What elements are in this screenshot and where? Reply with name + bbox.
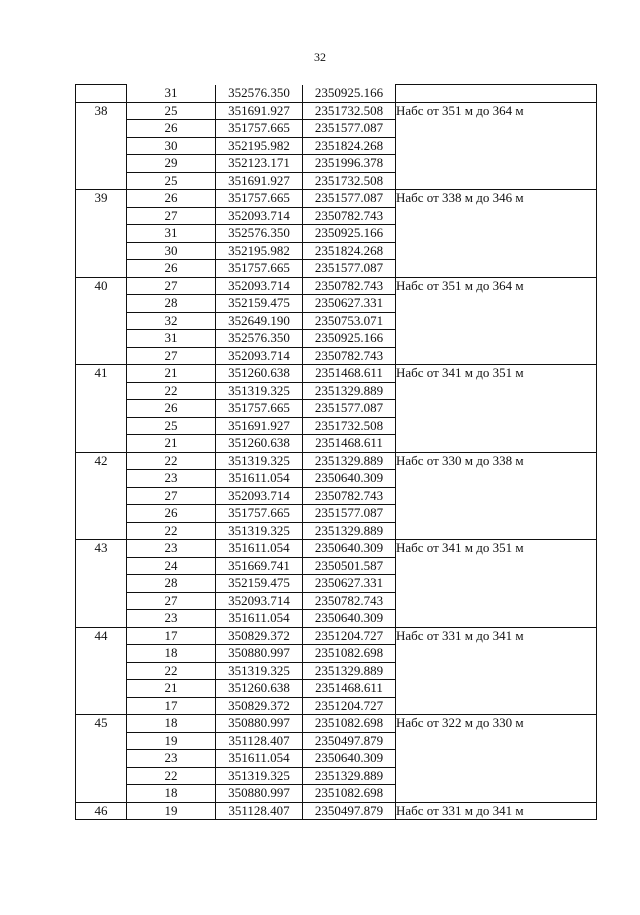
table-row	[76, 557, 597, 575]
group-number-cell	[76, 785, 127, 803]
table-row	[76, 470, 597, 488]
elevation-note-cell	[396, 347, 597, 365]
group-number-cell	[76, 662, 127, 680]
y-coordinate-cell: 2351468.611	[303, 680, 396, 698]
point-number-cell: 22	[127, 767, 216, 785]
y-coordinate-cell: 2350640.309	[303, 470, 396, 488]
table-row	[76, 645, 597, 663]
table-row	[76, 575, 597, 593]
x-coordinate-cell: 351611.054	[216, 610, 303, 628]
y-coordinate-cell: 2351732.508	[303, 417, 396, 435]
y-coordinate-cell: 2351082.698	[303, 785, 396, 803]
x-coordinate-cell: 351260.638	[216, 365, 303, 383]
elevation-note-cell	[396, 522, 597, 540]
group-number-cell	[76, 260, 127, 278]
point-number-cell: 27	[127, 207, 216, 225]
group-number-cell: 38	[76, 102, 127, 120]
elevation-note-cell: Набс от 341 м до 351 м	[396, 365, 597, 383]
group-number-cell: 44	[76, 627, 127, 645]
x-coordinate-cell: 351319.325	[216, 662, 303, 680]
page-number: 32	[314, 50, 326, 64]
y-coordinate-cell: 2351577.087	[303, 260, 396, 278]
table-row	[76, 750, 597, 768]
x-coordinate-cell: 352159.475	[216, 295, 303, 313]
table-row	[76, 662, 597, 680]
x-coordinate-cell: 352123.171	[216, 155, 303, 173]
elevation-note-cell: Набс от 338 м до 346 м	[396, 190, 597, 208]
y-coordinate-cell: 2351577.087	[303, 190, 396, 208]
elevation-note-cell	[396, 85, 597, 103]
group-number-cell	[76, 680, 127, 698]
group-number-cell	[76, 470, 127, 488]
point-number-cell: 28	[127, 295, 216, 313]
y-coordinate-cell: 2351329.889	[303, 767, 396, 785]
elevation-note-cell: Набс от 351 м до 364 м	[396, 102, 597, 120]
point-number-cell: 25	[127, 417, 216, 435]
elevation-note-cell: Набс от 341 м до 351 м	[396, 540, 597, 558]
group-number-cell: 43	[76, 540, 127, 558]
x-coordinate-cell: 352576.350	[216, 330, 303, 348]
group-number-cell	[76, 575, 127, 593]
x-coordinate-cell: 351757.665	[216, 400, 303, 418]
table-row	[76, 732, 597, 750]
group-number-cell	[76, 225, 127, 243]
point-number-cell: 22	[127, 662, 216, 680]
table-row	[76, 295, 597, 313]
y-coordinate-cell: 2351329.889	[303, 662, 396, 680]
y-coordinate-cell: 2350497.879	[303, 802, 396, 820]
point-number-cell: 17	[127, 627, 216, 645]
group-number-cell	[76, 435, 127, 453]
table-row	[76, 120, 597, 138]
group-number-cell	[76, 155, 127, 173]
group-number-cell: 45	[76, 715, 127, 733]
y-coordinate-cell: 2351468.611	[303, 365, 396, 383]
table-row	[76, 767, 597, 785]
y-coordinate-cell: 2350782.743	[303, 207, 396, 225]
y-coordinate-cell: 2350925.166	[303, 330, 396, 348]
x-coordinate-cell: 351260.638	[216, 680, 303, 698]
table-row	[76, 347, 597, 365]
x-coordinate-cell: 351128.407	[216, 802, 303, 820]
group-number-cell	[76, 750, 127, 768]
y-coordinate-cell: 2350627.331	[303, 295, 396, 313]
group-number-cell	[76, 732, 127, 750]
x-coordinate-cell: 351691.927	[216, 417, 303, 435]
elevation-note-cell	[396, 785, 597, 803]
y-coordinate-cell: 2351329.889	[303, 382, 396, 400]
y-coordinate-cell: 2351082.698	[303, 715, 396, 733]
y-coordinate-cell: 2351204.727	[303, 697, 396, 715]
point-number-cell: 21	[127, 435, 216, 453]
x-coordinate-cell: 351757.665	[216, 120, 303, 138]
table-row	[76, 487, 597, 505]
table-row	[76, 610, 597, 628]
table-row	[76, 330, 597, 348]
table-row	[76, 260, 597, 278]
elevation-note-cell	[396, 330, 597, 348]
group-number-cell	[76, 85, 127, 103]
elevation-note-cell	[396, 225, 597, 243]
x-coordinate-cell: 351260.638	[216, 435, 303, 453]
y-coordinate-cell: 2350753.071	[303, 312, 396, 330]
elevation-note-cell	[396, 732, 597, 750]
table-row	[76, 680, 597, 698]
group-number-cell: 41	[76, 365, 127, 383]
point-number-cell: 26	[127, 120, 216, 138]
y-coordinate-cell: 2351732.508	[303, 102, 396, 120]
elevation-note-cell	[396, 767, 597, 785]
point-number-cell: 27	[127, 347, 216, 365]
x-coordinate-cell: 350880.997	[216, 715, 303, 733]
point-number-cell: 18	[127, 715, 216, 733]
y-coordinate-cell: 2351824.268	[303, 242, 396, 260]
x-coordinate-cell: 350829.372	[216, 627, 303, 645]
table-row	[76, 382, 597, 400]
x-coordinate-cell: 352093.714	[216, 347, 303, 365]
elevation-note-cell	[396, 750, 597, 768]
y-coordinate-cell: 2350640.309	[303, 750, 396, 768]
point-number-cell: 27	[127, 592, 216, 610]
y-coordinate-cell: 2351824.268	[303, 137, 396, 155]
group-number-cell	[76, 172, 127, 190]
x-coordinate-cell: 352195.982	[216, 137, 303, 155]
x-coordinate-cell: 351319.325	[216, 382, 303, 400]
point-number-cell: 23	[127, 540, 216, 558]
group-number-cell	[76, 330, 127, 348]
table-row	[76, 592, 597, 610]
x-coordinate-cell: 352195.982	[216, 242, 303, 260]
x-coordinate-cell: 352093.714	[216, 207, 303, 225]
group-number-cell	[76, 557, 127, 575]
y-coordinate-cell: 2350925.166	[303, 225, 396, 243]
x-coordinate-cell: 351611.054	[216, 540, 303, 558]
point-number-cell: 30	[127, 137, 216, 155]
elevation-note-cell	[396, 662, 597, 680]
point-number-cell: 26	[127, 505, 216, 523]
table-row	[76, 785, 597, 803]
table-row	[76, 627, 597, 645]
group-number-cell	[76, 312, 127, 330]
group-number-cell	[76, 347, 127, 365]
y-coordinate-cell: 2350501.587	[303, 557, 396, 575]
table-row	[76, 435, 597, 453]
point-number-cell: 31	[127, 85, 216, 103]
point-number-cell: 22	[127, 522, 216, 540]
elevation-note-cell	[396, 417, 597, 435]
point-number-cell: 18	[127, 785, 216, 803]
group-number-cell: 46	[76, 802, 127, 820]
point-number-cell: 19	[127, 802, 216, 820]
x-coordinate-cell: 351319.325	[216, 522, 303, 540]
point-number-cell: 26	[127, 190, 216, 208]
table-row	[76, 172, 597, 190]
y-coordinate-cell: 2350925.166	[303, 85, 396, 103]
x-coordinate-cell: 352649.190	[216, 312, 303, 330]
point-number-cell: 18	[127, 645, 216, 663]
table-row	[76, 400, 597, 418]
table-row	[76, 155, 597, 173]
table-row	[76, 242, 597, 260]
table-row	[76, 137, 597, 155]
group-number-cell	[76, 417, 127, 435]
y-coordinate-cell: 2351732.508	[303, 172, 396, 190]
y-coordinate-cell: 2351468.611	[303, 435, 396, 453]
elevation-note-cell	[396, 400, 597, 418]
elevation-note-cell: Набс от 330 м до 338 м	[396, 452, 597, 470]
elevation-note-cell	[396, 155, 597, 173]
table-row	[76, 802, 597, 820]
table-row	[76, 715, 597, 733]
table-row	[76, 417, 597, 435]
y-coordinate-cell: 2351996.378	[303, 155, 396, 173]
point-number-cell: 31	[127, 330, 216, 348]
group-number-cell	[76, 382, 127, 400]
point-number-cell: 26	[127, 400, 216, 418]
group-number-cell	[76, 645, 127, 663]
point-number-cell: 21	[127, 680, 216, 698]
point-number-cell: 23	[127, 750, 216, 768]
group-number-cell	[76, 295, 127, 313]
table-row	[76, 190, 597, 208]
y-coordinate-cell: 2350627.331	[303, 575, 396, 593]
group-number-cell	[76, 592, 127, 610]
x-coordinate-cell: 351691.927	[216, 102, 303, 120]
table-row	[76, 277, 597, 295]
point-number-cell: 27	[127, 277, 216, 295]
table-row	[76, 365, 597, 383]
group-number-cell	[76, 522, 127, 540]
point-number-cell: 22	[127, 382, 216, 400]
group-number-cell	[76, 697, 127, 715]
x-coordinate-cell: 352576.350	[216, 225, 303, 243]
group-number-cell	[76, 137, 127, 155]
x-coordinate-cell: 350880.997	[216, 785, 303, 803]
y-coordinate-cell: 2350782.743	[303, 592, 396, 610]
group-number-cell	[76, 767, 127, 785]
x-coordinate-cell: 352093.714	[216, 592, 303, 610]
x-coordinate-cell: 352093.714	[216, 487, 303, 505]
table-row	[76, 207, 597, 225]
point-number-cell: 30	[127, 242, 216, 260]
x-coordinate-cell: 351611.054	[216, 470, 303, 488]
x-coordinate-cell: 351319.325	[216, 452, 303, 470]
elevation-note-cell	[396, 120, 597, 138]
y-coordinate-cell: 2351329.889	[303, 452, 396, 470]
point-number-cell: 32	[127, 312, 216, 330]
point-number-cell: 28	[127, 575, 216, 593]
x-coordinate-cell: 350829.372	[216, 697, 303, 715]
coordinates-table-body	[76, 85, 597, 820]
coordinates-table	[75, 84, 597, 820]
elevation-note-cell	[396, 592, 597, 610]
table-row	[76, 225, 597, 243]
elevation-note-cell: Набс от 351 м до 364 м	[396, 277, 597, 295]
y-coordinate-cell: 2350782.743	[303, 277, 396, 295]
group-number-cell	[76, 120, 127, 138]
x-coordinate-cell: 352093.714	[216, 277, 303, 295]
group-number-cell: 42	[76, 452, 127, 470]
x-coordinate-cell: 351319.325	[216, 767, 303, 785]
elevation-note-cell	[396, 242, 597, 260]
elevation-note-cell	[396, 645, 597, 663]
table-row	[76, 312, 597, 330]
point-number-cell: 21	[127, 365, 216, 383]
elevation-note-cell	[396, 557, 597, 575]
table-row	[76, 697, 597, 715]
elevation-note-cell	[396, 137, 597, 155]
group-number-cell: 40	[76, 277, 127, 295]
elevation-note-cell	[396, 575, 597, 593]
elevation-note-cell: Набс от 331 м до 341 м	[396, 802, 597, 820]
elevation-note-cell	[396, 610, 597, 628]
elevation-note-cell	[396, 487, 597, 505]
table-row	[76, 452, 597, 470]
point-number-cell: 26	[127, 260, 216, 278]
x-coordinate-cell: 352576.350	[216, 85, 303, 103]
x-coordinate-cell: 351757.665	[216, 505, 303, 523]
table-row	[76, 522, 597, 540]
group-number-cell	[76, 242, 127, 260]
elevation-note-cell	[396, 207, 597, 225]
elevation-note-cell	[396, 260, 597, 278]
y-coordinate-cell: 2351577.087	[303, 505, 396, 523]
point-number-cell: 23	[127, 470, 216, 488]
table-row	[76, 85, 597, 103]
elevation-note-cell	[396, 680, 597, 698]
group-number-cell	[76, 610, 127, 628]
y-coordinate-cell: 2350782.743	[303, 487, 396, 505]
x-coordinate-cell: 350880.997	[216, 645, 303, 663]
elevation-note-cell	[396, 312, 597, 330]
group-number-cell: 39	[76, 190, 127, 208]
point-number-cell: 25	[127, 102, 216, 120]
group-number-cell	[76, 400, 127, 418]
y-coordinate-cell: 2351577.087	[303, 400, 396, 418]
point-number-cell: 25	[127, 172, 216, 190]
elevation-note-cell: Набс от 331 м до 341 м	[396, 627, 597, 645]
group-number-cell	[76, 207, 127, 225]
x-coordinate-cell: 352159.475	[216, 575, 303, 593]
point-number-cell: 19	[127, 732, 216, 750]
x-coordinate-cell: 351128.407	[216, 732, 303, 750]
point-number-cell: 31	[127, 225, 216, 243]
point-number-cell: 22	[127, 452, 216, 470]
elevation-note-cell	[396, 382, 597, 400]
group-number-cell	[76, 505, 127, 523]
y-coordinate-cell: 2350640.309	[303, 540, 396, 558]
elevation-note-cell	[396, 295, 597, 313]
elevation-note-cell	[396, 697, 597, 715]
point-number-cell: 17	[127, 697, 216, 715]
x-coordinate-cell: 351611.054	[216, 750, 303, 768]
table-row	[76, 505, 597, 523]
elevation-note-cell: Набс от 322 м до 330 м	[396, 715, 597, 733]
x-coordinate-cell: 351757.665	[216, 260, 303, 278]
table-row	[76, 102, 597, 120]
elevation-note-cell	[396, 172, 597, 190]
point-number-cell: 29	[127, 155, 216, 173]
x-coordinate-cell: 351669.741	[216, 557, 303, 575]
x-coordinate-cell: 351757.665	[216, 190, 303, 208]
x-coordinate-cell: 351691.927	[216, 172, 303, 190]
y-coordinate-cell: 2350782.743	[303, 347, 396, 365]
point-number-cell: 23	[127, 610, 216, 628]
elevation-note-cell	[396, 470, 597, 488]
point-number-cell: 27	[127, 487, 216, 505]
y-coordinate-cell: 2351204.727	[303, 627, 396, 645]
y-coordinate-cell: 2350640.309	[303, 610, 396, 628]
group-number-cell	[76, 487, 127, 505]
point-number-cell: 24	[127, 557, 216, 575]
y-coordinate-cell: 2351329.889	[303, 522, 396, 540]
elevation-note-cell	[396, 435, 597, 453]
y-coordinate-cell: 2351082.698	[303, 645, 396, 663]
y-coordinate-cell: 2351577.087	[303, 120, 396, 138]
table-row	[76, 540, 597, 558]
elevation-note-cell	[396, 505, 597, 523]
y-coordinate-cell: 2350497.879	[303, 732, 396, 750]
